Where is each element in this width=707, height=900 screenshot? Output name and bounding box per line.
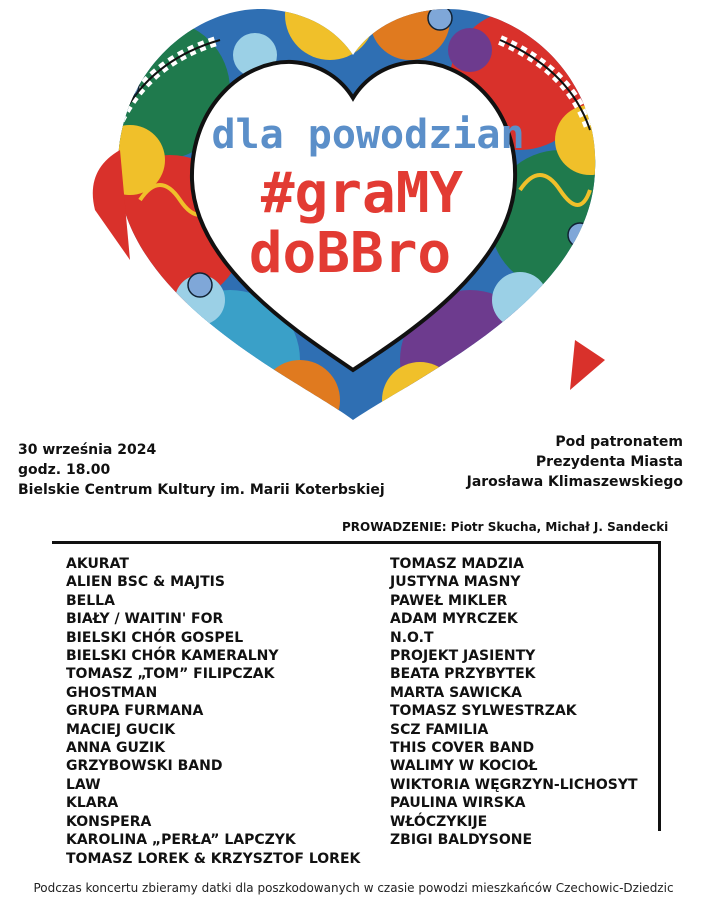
red-accent-right	[570, 340, 605, 390]
hosts-names: Piotr Skucha, Michał J. Sandecki	[450, 520, 669, 534]
heart-artwork	[0, 0, 707, 440]
performer-item: ZBIGI BALDYSONE	[390, 832, 533, 849]
performer-item: WALIMY W KOCIOŁ	[390, 758, 538, 775]
performer-item: WIKTORIA WĘGRZYN-LICHOSYT	[390, 776, 638, 793]
patronage-line3: Jarosława Klimaszewskiego	[466, 474, 683, 490]
performer-item: BELLA	[66, 592, 115, 609]
performer-item: BIELSKI CHÓR KAMERALNY	[66, 648, 279, 665]
performer-item: KLARA	[66, 795, 119, 812]
patronage-line1: Pod patronatem	[555, 434, 683, 450]
patronage-line2: Prezydenta Miasta	[535, 454, 683, 470]
performer-item: BIELSKI CHÓR GOSPEL	[66, 629, 244, 646]
performer-item: TOMASZ LOREK & KRZYSZTOF LOREK	[66, 850, 361, 867]
performer-item: GHOSTMAN	[66, 684, 158, 701]
performer-item: N.O.T	[390, 629, 434, 646]
patronage-info	[467, 432, 683, 492]
performer-item: ALIEN BSC & MAJTIS	[66, 574, 225, 591]
performer-item: SCZ FAMILIA	[390, 721, 489, 738]
performer-item: BIAŁY / WAITIN' FOR	[66, 611, 224, 628]
performer-item: PROJEKT JASIENTY	[390, 648, 536, 665]
performer-item: PAWEŁ MIKLER	[390, 592, 508, 609]
event-venue: Bielskie Centrum Kultury im. Marii Koterbskiej	[18, 482, 385, 498]
title-line3: doBBro	[248, 221, 452, 286]
hosts-label: PROWADZENIE:	[342, 520, 447, 534]
title-line1: dla powodzian	[211, 112, 525, 158]
event-time: godz. 18.00	[18, 462, 111, 478]
performer-item: MACIEJ GUCIK	[66, 721, 176, 738]
performer-item: ADAM MYRCZEK	[390, 611, 518, 628]
performer-item: JUSTYNA MASNY	[390, 574, 521, 591]
performer-item: MARTA SAWICKA	[390, 684, 522, 701]
event-info	[18, 440, 385, 500]
performer-item: GRZYBOWSKI BAND	[66, 758, 223, 775]
performers-right-list	[390, 555, 638, 850]
performer-item: AKURAT	[66, 556, 129, 572]
performer-item: LAW	[66, 776, 101, 793]
performer-item: KAROLINA „PERŁA” LAPCZYK	[66, 832, 296, 849]
performer-item: THIS COVER BAND	[390, 740, 535, 757]
performer-item: TOMASZ „TOM” FILIPCZAK	[66, 666, 275, 683]
performer-item: GRUPA FURMANA	[66, 703, 204, 720]
performer-item: PAULINA WIRSKA	[390, 795, 526, 812]
performer-item: WŁÓCZYKIJE	[390, 813, 488, 830]
performers-left-list	[66, 555, 360, 868]
performer-item: TOMASZ SYLWESTRZAK	[390, 703, 577, 720]
performer-item: KONSPERA	[66, 813, 152, 830]
divider-horizontal	[52, 541, 661, 544]
title-line2: #graMY	[260, 161, 464, 226]
performer-item: TOMASZ MADZIA	[390, 556, 524, 572]
footer-note: Podczas koncertu zbieramy datki dla poszkodowanych w czasie powodzi mieszkańców Czechowic-Dziedzic	[33, 881, 674, 895]
performer-item: BEATA PRZYBYTEK	[390, 666, 536, 683]
event-date: 30 września 2024	[18, 442, 157, 458]
hosts-line	[342, 520, 668, 534]
divider-vertical	[658, 541, 661, 831]
performer-item: ANNA GUZIK	[66, 740, 166, 757]
